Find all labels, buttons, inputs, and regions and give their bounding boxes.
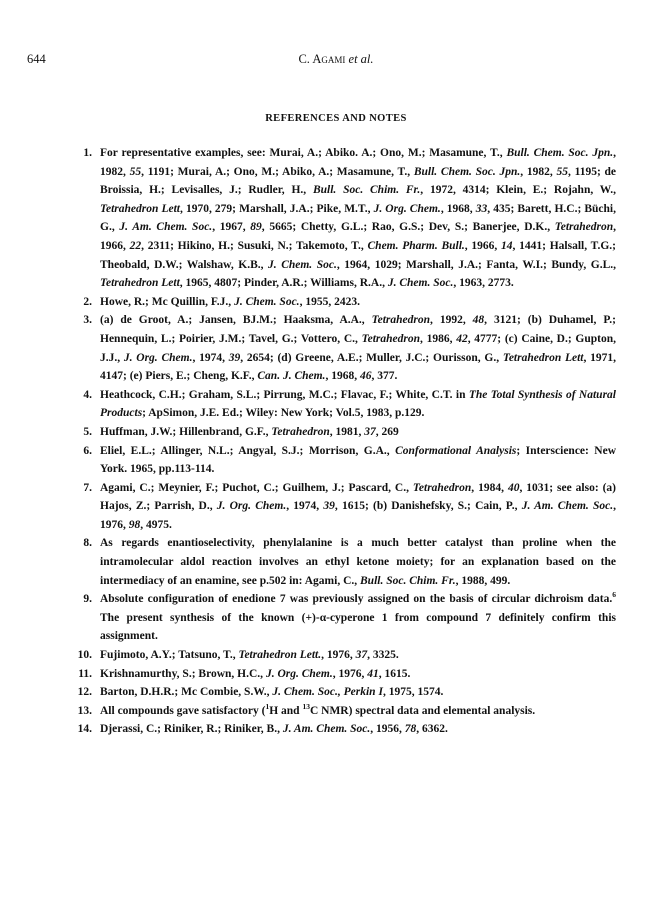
- reference-text: [100, 311, 616, 385]
- reference-item: [68, 293, 616, 312]
- text-segment: , 1956,: [370, 723, 405, 736]
- text-segment: , 1191; Murai, A.; Ono, M.; Abiko, A.; Masamune, T.,: [141, 165, 414, 178]
- text-segment: Agami, C.; Meynier, F.; Puchot, C.; Guilhem, J.; Pascard, C.,: [100, 481, 413, 494]
- italic-segment: 55: [556, 165, 568, 178]
- text-segment: , 6362.: [416, 723, 448, 736]
- text-segment: , 1968,: [440, 202, 476, 215]
- italic-segment: Tetrahedron Lett: [100, 277, 180, 290]
- text-segment: , 1615.: [378, 667, 411, 680]
- reference-text: [100, 646, 616, 665]
- text-segment: , 1964, 1029; Marshall, J.A.; Fanta, W.I.; Bundy, G.L.,: [336, 258, 616, 271]
- text-segment: Howe, R.; Mc Quillin, F.J.,: [100, 295, 235, 308]
- text-segment: , 5665; Chetty, G.L.; Rao, G.S.; Dev, S.; Banerjee, D.K.,: [261, 221, 555, 234]
- text-segment: , 1976,: [100, 500, 617, 531]
- italic-segment: Can. J. Chem.: [257, 370, 326, 383]
- text-segment: , 377.: [371, 370, 398, 383]
- text-segment: Absolute configuration of enedione 7 was previously assigned on the basis of circular dichroism data.: [100, 593, 613, 606]
- reference-number: 2.: [83, 295, 92, 308]
- text-segment: ; ApSimon, J.E. Ed.; Wiley: New York; Vol.5, 1983, p.129.: [142, 407, 425, 420]
- text-segment: (a) de Groot, A.; Jansen, BJ.M.; Haaksma, A.A.,: [100, 314, 372, 327]
- reference-item: [68, 423, 616, 442]
- italic-segment: 39: [323, 500, 335, 513]
- italic-segment: 42: [456, 332, 468, 345]
- text-segment: , 1982,: [520, 165, 557, 178]
- italic-segment: Tetrahedron Lett: [100, 202, 180, 215]
- reference-text: [100, 479, 616, 535]
- text-segment: , 1982,: [100, 147, 617, 178]
- italic-segment: Chem. Pharm. Bull.: [367, 239, 465, 252]
- reference-number: 11.: [78, 667, 92, 680]
- italic-segment: Bull. Soc. Chim. Fr.: [360, 574, 456, 587]
- reference-item: [68, 386, 616, 423]
- italic-segment: 48: [472, 314, 485, 327]
- superscript: 1: [265, 701, 270, 711]
- italic-segment: Bull. Soc. Chim. Fr.: [312, 184, 421, 197]
- reference-text: [100, 144, 616, 293]
- reference-item: [68, 646, 616, 665]
- reference-number: 12.: [77, 686, 92, 699]
- text-segment: , 1965, 4807; Pinder, A.R.; Williams, R.A.,: [179, 277, 388, 290]
- section-title: REFERENCES AND NOTES: [265, 113, 407, 124]
- reference-number: 8.: [83, 537, 92, 550]
- italic-segment: 78: [404, 723, 417, 736]
- italic-segment: 33: [475, 202, 488, 215]
- italic-segment: J. Chem. Soc.: [268, 258, 337, 271]
- reference-text: [100, 386, 616, 423]
- italic-segment: Tetrahedron: [371, 314, 431, 327]
- text-segment: H and: [269, 704, 303, 717]
- italic-segment: 37: [364, 425, 376, 438]
- reference-number: 1.: [83, 147, 92, 159]
- italic-segment: Conformational Analysis: [395, 444, 517, 457]
- italic-segment: J. Org. Chem.: [265, 667, 333, 680]
- reference-number: 5.: [83, 425, 92, 438]
- text-segment: Barton, D.H.R.; Mc Combie, S.W.,: [100, 686, 273, 699]
- italic-segment: J. Chem. Soc.: [387, 277, 454, 290]
- reference-text: [100, 423, 616, 442]
- italic-segment: The Total Synthesis of Natural Products: [100, 388, 616, 420]
- reference-item: [68, 665, 616, 684]
- text-segment: , 1970, 279; Marshall, J.A.; Pike, M.T.,: [179, 202, 374, 215]
- italic-segment: J. Org. Chem.: [216, 500, 287, 513]
- italic-segment: Tetrahedron: [271, 425, 330, 438]
- superscript: 13: [302, 701, 310, 711]
- italic-segment: Tetrahedron: [554, 221, 614, 234]
- text-segment: , 435; Barett, H.C.; Büchi, G.,: [100, 202, 616, 234]
- text-segment: , 1031; see also: (a) Hajos, Z.; Parrish, D.,: [100, 481, 616, 513]
- reference-text: [100, 720, 616, 739]
- text-segment: , 1975, 1574.: [382, 686, 444, 699]
- italic-segment: 37: [355, 649, 368, 662]
- text-segment: , 2311; Hikino, H.; Susuki, N.; Takemoto, T.,: [141, 239, 368, 252]
- italic-segment: 41: [367, 667, 379, 680]
- reference-text: [100, 442, 616, 479]
- reference-number: 4.: [83, 388, 92, 401]
- text-segment: , 269: [375, 425, 399, 438]
- running-head-author-suffix: et al.: [348, 52, 374, 66]
- page-number: 644: [27, 52, 46, 66]
- reference-item: [68, 720, 616, 739]
- reference-item: [68, 442, 616, 479]
- italic-segment: J. Am. Chem. Soc.: [282, 723, 371, 736]
- italic-segment: J. Chem. Soc.: [234, 295, 300, 308]
- reference-item: [68, 311, 616, 385]
- text-segment: Fujimoto, A.Y.; Tatsuno, T.,: [100, 649, 239, 662]
- text-segment: As regards enantioselectivity, phenylalanine is a much better catalyst than proline when the intramolecular aldol reaction involves an ethyl ketone moiety; for an explanation based on the intermediacy of an enamine, see p.502 in: Agami, C.,: [100, 537, 616, 587]
- text-segment: Huffman, J.W.; Hillenbrand, G.F.,: [100, 425, 272, 438]
- reference-item: [68, 479, 616, 535]
- reference-text: [100, 683, 616, 702]
- reference-number: 9.: [83, 593, 92, 606]
- text-segment: , 1963, 2773.: [453, 277, 514, 290]
- text-segment: , 1972, 4314; Klein, E.; Rojahn, W.,: [420, 184, 616, 197]
- italic-segment: Tetrahedron Lett: [502, 351, 584, 364]
- reference-item: [68, 702, 616, 721]
- italic-segment: 14: [501, 239, 513, 252]
- text-segment: , 1984,: [471, 481, 508, 494]
- text-segment: For representative examples, see: Murai, A.; Abiko. A.; Ono, M.; Masamune, T.,: [100, 147, 507, 159]
- italic-segment: 39: [228, 351, 241, 364]
- italic-segment: Bull. Chem. Soc. Jpn.: [506, 147, 614, 159]
- italic-segment: 55: [129, 165, 142, 178]
- italic-segment: 89: [250, 221, 262, 234]
- reference-text: [100, 665, 616, 684]
- text-segment: , 1971, 4147; (e) Piers, E.; Cheng, K.F.,: [100, 351, 617, 383]
- text-segment: , 1986,: [420, 332, 457, 345]
- text-segment: , 1966,: [464, 239, 502, 252]
- italic-segment: J. Chem. Soc., Perkin I: [272, 686, 383, 699]
- reference-text: [100, 590, 616, 646]
- reference-item: [68, 590, 616, 646]
- text-segment: Eliel, E.L.; Allinger, N.L.; Angyal, S.J.; Morrison, G.A.,: [100, 444, 396, 457]
- reference-number: 10.: [77, 649, 92, 662]
- text-segment: , 1976,: [332, 667, 368, 680]
- text-segment: , 1968,: [325, 370, 360, 383]
- text-segment: , 1992,: [430, 314, 473, 327]
- text-segment: Krishnamurthy, S.; Brown, H.C.,: [100, 667, 266, 680]
- reference-text: [100, 702, 616, 721]
- text-segment: Heathcock, C.H.; Graham, S.L.; Pirrung, M.C.; Flavac, F.; White, C.T. in: [100, 388, 469, 401]
- italic-segment: Tetrahedron: [361, 332, 421, 345]
- italic-segment: 22: [129, 239, 142, 252]
- reference-item: [68, 144, 616, 293]
- reference-item: [68, 534, 616, 590]
- italic-segment: 40: [507, 481, 520, 494]
- italic-segment: J. Am. Chem. Soc.: [119, 221, 213, 234]
- reference-text: [100, 293, 616, 312]
- reference-number: 6.: [83, 444, 92, 457]
- text-segment: , 1195; de Broissia, H.; Levisalles, J.; Rudler, H.,: [100, 165, 617, 197]
- text-segment: , 1981,: [329, 425, 365, 438]
- text-segment: All compounds gave satisfactory (: [100, 704, 266, 717]
- italic-segment: 46: [359, 370, 372, 383]
- italic-segment: Bull. Chem. Soc. Jpn.: [413, 165, 521, 178]
- text-segment: Djerassi, C.; Riniker, R.; Riniker, B.,: [100, 723, 283, 736]
- text-segment: , 1976,: [321, 649, 356, 662]
- text-segment: , 4777; (c) Caine, D.; Gupton, J.J.,: [100, 332, 616, 364]
- text-segment: , 1974,: [192, 351, 229, 364]
- italic-segment: Tetrahedron Lett.: [238, 649, 322, 662]
- italic-segment: J. Org. Chem.: [123, 351, 193, 364]
- reference-list: [68, 144, 616, 739]
- reference-number: 3.: [83, 314, 92, 327]
- text-segment: ; Interscience: New York. 1965, pp.113-114.: [100, 444, 616, 476]
- text-segment: , 2654; (d) Greene, A.E.; Muller, J.C.; Ourisson, G.,: [240, 351, 503, 364]
- italic-segment: 98: [128, 518, 141, 531]
- reference-number: 7.: [83, 481, 92, 494]
- text-segment: , 1966,: [100, 221, 616, 252]
- text-segment: , 1441; Halsall, T.G.; Theobald, D.W.; Walshaw, K.B.,: [100, 239, 616, 271]
- italic-segment: J. Am. Chem. Soc.: [521, 500, 614, 513]
- text-segment: , 1974,: [286, 500, 324, 513]
- running-head-author: [0, 52, 672, 67]
- reference-text: [100, 534, 616, 590]
- reference-item: [68, 683, 616, 702]
- superscript: 6: [612, 590, 616, 600]
- italic-segment: Tetrahedron: [412, 481, 472, 494]
- text-segment: , 3121; (b) Duhamel, P.; Hennequin, L.; Poirier, J.M.; Tavel, G.; Vottero, C.,: [100, 314, 616, 345]
- text-segment: C NMR) spectral data and elemental analysis.: [309, 704, 536, 717]
- running-head-author-name: C. Agami: [298, 52, 346, 66]
- text-segment: , 1955, 2423.: [299, 295, 360, 308]
- text-segment: , 1967,: [212, 221, 251, 234]
- italic-segment: J. Org. Chem.: [373, 202, 441, 215]
- text-segment: , 1615; (b) Danishefsky, S.; Cain, P.,: [334, 500, 522, 513]
- text-segment: , 1988, 499.: [455, 574, 511, 587]
- reference-number: 14.: [77, 723, 92, 736]
- text-segment: , 3325.: [367, 649, 399, 662]
- text-segment: The present synthesis of the known (+)-α-cyperone 1 from compound 7 definitely confirm this assignment.: [100, 611, 616, 643]
- text-segment: , 4975.: [140, 518, 172, 531]
- reference-number: 13.: [77, 704, 92, 717]
